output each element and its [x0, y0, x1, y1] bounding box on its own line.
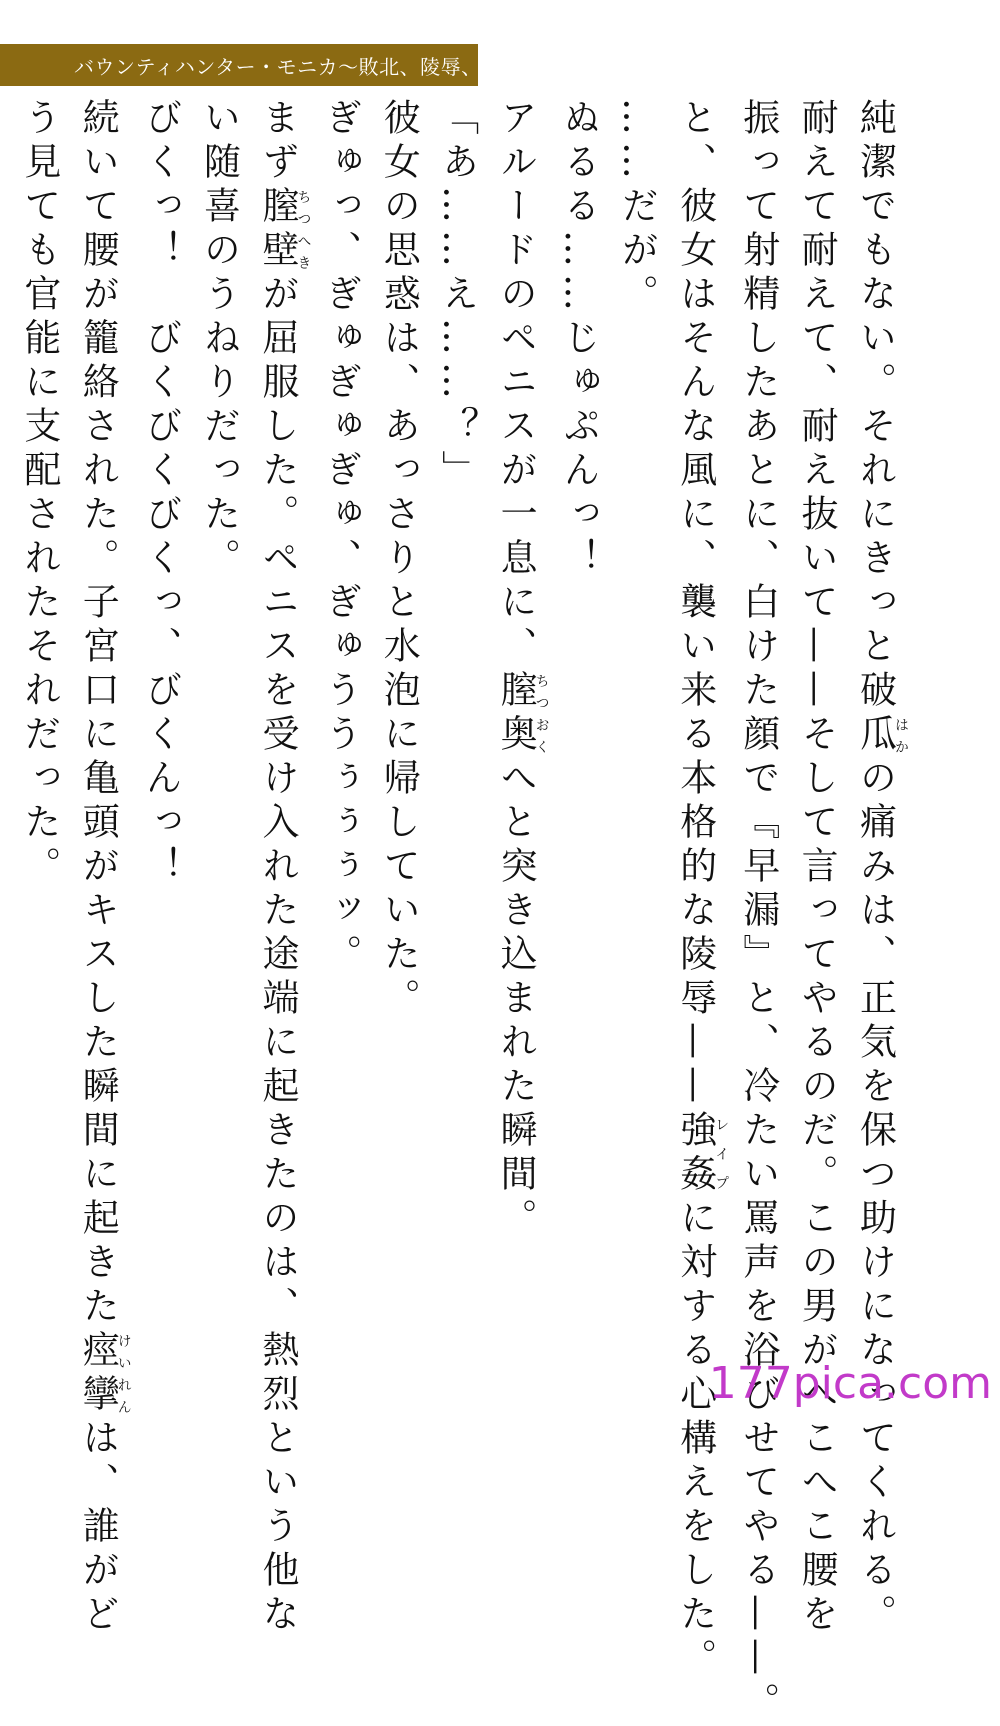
ruby-annotation: 瓜はか [853, 714, 909, 758]
chapter-title: バウンティハンター・モニカ〜敗北、陵辱、晒し者〜 [74, 54, 564, 79]
text-line: う見ても官能に支配されたそれだった。 [17, 98, 61, 890]
chapter-header-bar [0, 44, 564, 86]
text-line: 純潔でもない。それにきっと破瓜はかの痛みは、正気を保つ助けになってくれる。 [853, 98, 909, 1638]
text-line: びくっ！ びくびくびくっ、びくんっ！ [139, 98, 183, 890]
text-line: ぬるる……じゅぷんっ！ [556, 98, 600, 582]
text-line: 続いて腰が籠絡された。子宮口に亀頭がキスした瞬間に起きた痙攣けいれんは、誰がど [76, 98, 132, 1638]
text-line: ぎゅっ、ぎゅぎゅぎゅ、ぎゅううぅぅぅッ。 [318, 98, 362, 978]
ruby-annotation: 痙攣けいれん [76, 1330, 132, 1418]
text-line: 彼女の思惑は、あっさりと水泡に帰していた。 [377, 98, 421, 1022]
text-line: 「あ……え……？」 [435, 98, 479, 494]
text-line: 耐えて耐えて、耐え抜いて——そして言ってやるのだ。この男がへこへこ腰を [795, 98, 839, 1638]
site-watermark: 177pica.com [708, 1358, 992, 1409]
ruby-annotation: 膣奥ちつおく [494, 670, 550, 758]
ruby-annotation: 強姦レイプ [673, 1110, 730, 1198]
text-line: ……だが。 [615, 98, 659, 318]
text-line: まず膣壁ちつへきが屈服した。ペニスを受け入れた途端に起きたのは、熱烈という他な [255, 98, 312, 1638]
text-line: アルードのペニスが一息に、膣奥ちつおくへと突き込まれた瞬間。 [494, 98, 550, 1242]
text-line: い随喜のうねりだった。 [197, 98, 241, 582]
text-line: と、彼女はそんな風に、襲い来る本格的な陵辱——強姦レイプに対する心構えをした。 [673, 98, 730, 1682]
ruby-annotation: 膣壁ちつへき [255, 186, 312, 274]
text-line: 振って射精したあとに、白けた顔で『早漏』と、冷たい罵声を浴びせてやる——。 [736, 98, 780, 1726]
